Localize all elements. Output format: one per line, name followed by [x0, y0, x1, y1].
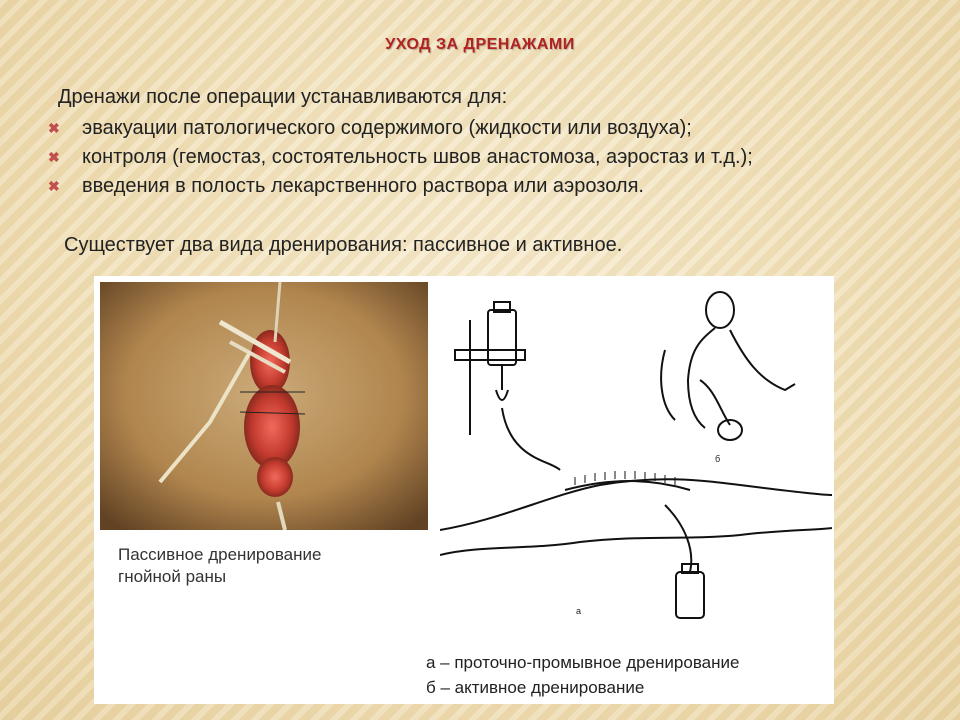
slide-title: УХОД ЗА ДРЕНАЖАМИ [385, 36, 575, 53]
caption-b: б – активное дренирование [426, 678, 645, 697]
bullet-text: введения в полость лекарственного раствора или аэрозоля. [82, 175, 644, 197]
drainage-diagram [440, 280, 832, 630]
outro-text: Существует два вида дренирования: пассивное и активное. [64, 234, 623, 256]
drainage-diagram-image [440, 280, 832, 630]
diagram-caption [426, 650, 739, 700]
diagram-label-b: б [715, 454, 721, 464]
list-item [48, 174, 898, 199]
list-item [48, 145, 898, 170]
wound-photo-image [100, 282, 428, 530]
bullet-icon: ✖ [48, 178, 60, 194]
wound-photo [100, 282, 428, 530]
list-item [48, 116, 898, 141]
bullet-icon: ✖ [48, 120, 60, 136]
intro-text: Дренажи после операции устанавливаются для: [58, 86, 508, 108]
bullet-text: эвакуации патологического содержимого (жидкости или воздуха); [82, 117, 692, 139]
bullet-text: контроля (гемостаз, состоятельность швов анастомоза, аэростаз и т.д.); [82, 146, 753, 168]
photo-caption: Пассивное дренирование гнойной раны [118, 545, 322, 586]
bullet-list [48, 116, 898, 203]
diagram-label-a: а [576, 606, 582, 616]
caption-a: а – проточно-промывное дренирование [426, 653, 740, 672]
bullet-icon: ✖ [48, 149, 60, 165]
